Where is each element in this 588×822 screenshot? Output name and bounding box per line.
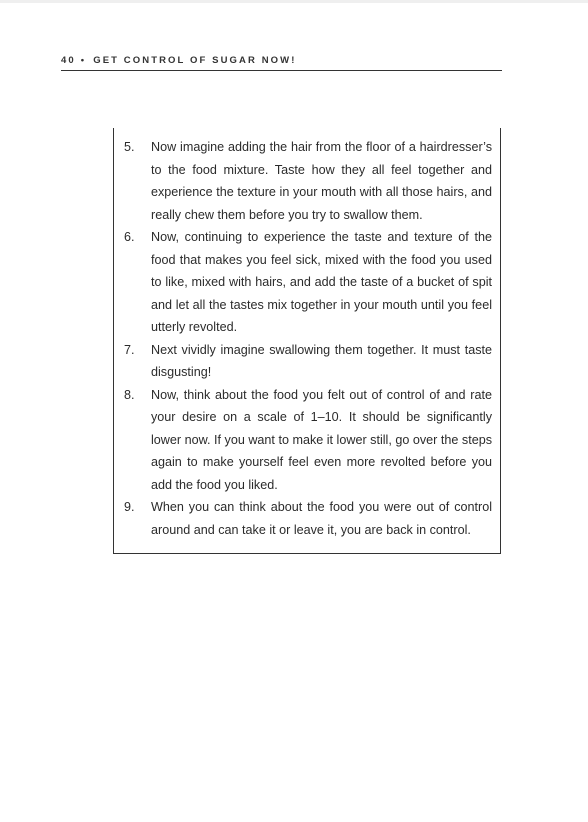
step-number: 5. (124, 140, 135, 154)
list-item (124, 226, 492, 339)
book-title: GET CONTROL OF SUGAR NOW! (93, 55, 297, 66)
step-number: 6. (124, 230, 135, 244)
list-item (124, 496, 492, 541)
list-item (124, 384, 492, 497)
step-number: 8. (124, 387, 135, 402)
step-text: Next vividly imagine swallowing them together. It must taste disgusting! (151, 342, 492, 379)
page-number: 40 (61, 55, 76, 66)
exercise-box (113, 128, 501, 554)
top-edge-band (0, 0, 588, 3)
list-item (124, 339, 492, 384)
steps-list (124, 136, 492, 541)
step-text: Now, continuing to experience the taste and texture of the food that makes you feel sick, mixed with the food you used to like, mixed with hairs, and add the taste of a bucket of spit and let all the tastes mix together in your mouth until you feel utterly revolted. (151, 230, 492, 334)
step-number: 9. (124, 500, 135, 514)
running-header (61, 55, 296, 66)
list-item (124, 136, 492, 226)
step-number: 7. (124, 342, 135, 357)
step-text: Now imagine adding the hair from the floor of a hairdresser’s to the food mixture. Taste how they all feel together and experience the texture in your mouth with all those hairs, and really chew them before you try to swallow them. (151, 140, 492, 222)
step-text: Now, think about the food you felt out of control of and rate your desire on a scale of 1–10. It should be significantly lower now. If you want to make it lower still, go over the steps again to make yourself feel even more revolted before you add the food you liked. (151, 387, 492, 492)
step-text: When you can think about the food you were out of control around and can take it or leave it, you are back in control. (151, 500, 492, 537)
header-separator: • (80, 55, 87, 66)
header-rule (61, 70, 502, 71)
